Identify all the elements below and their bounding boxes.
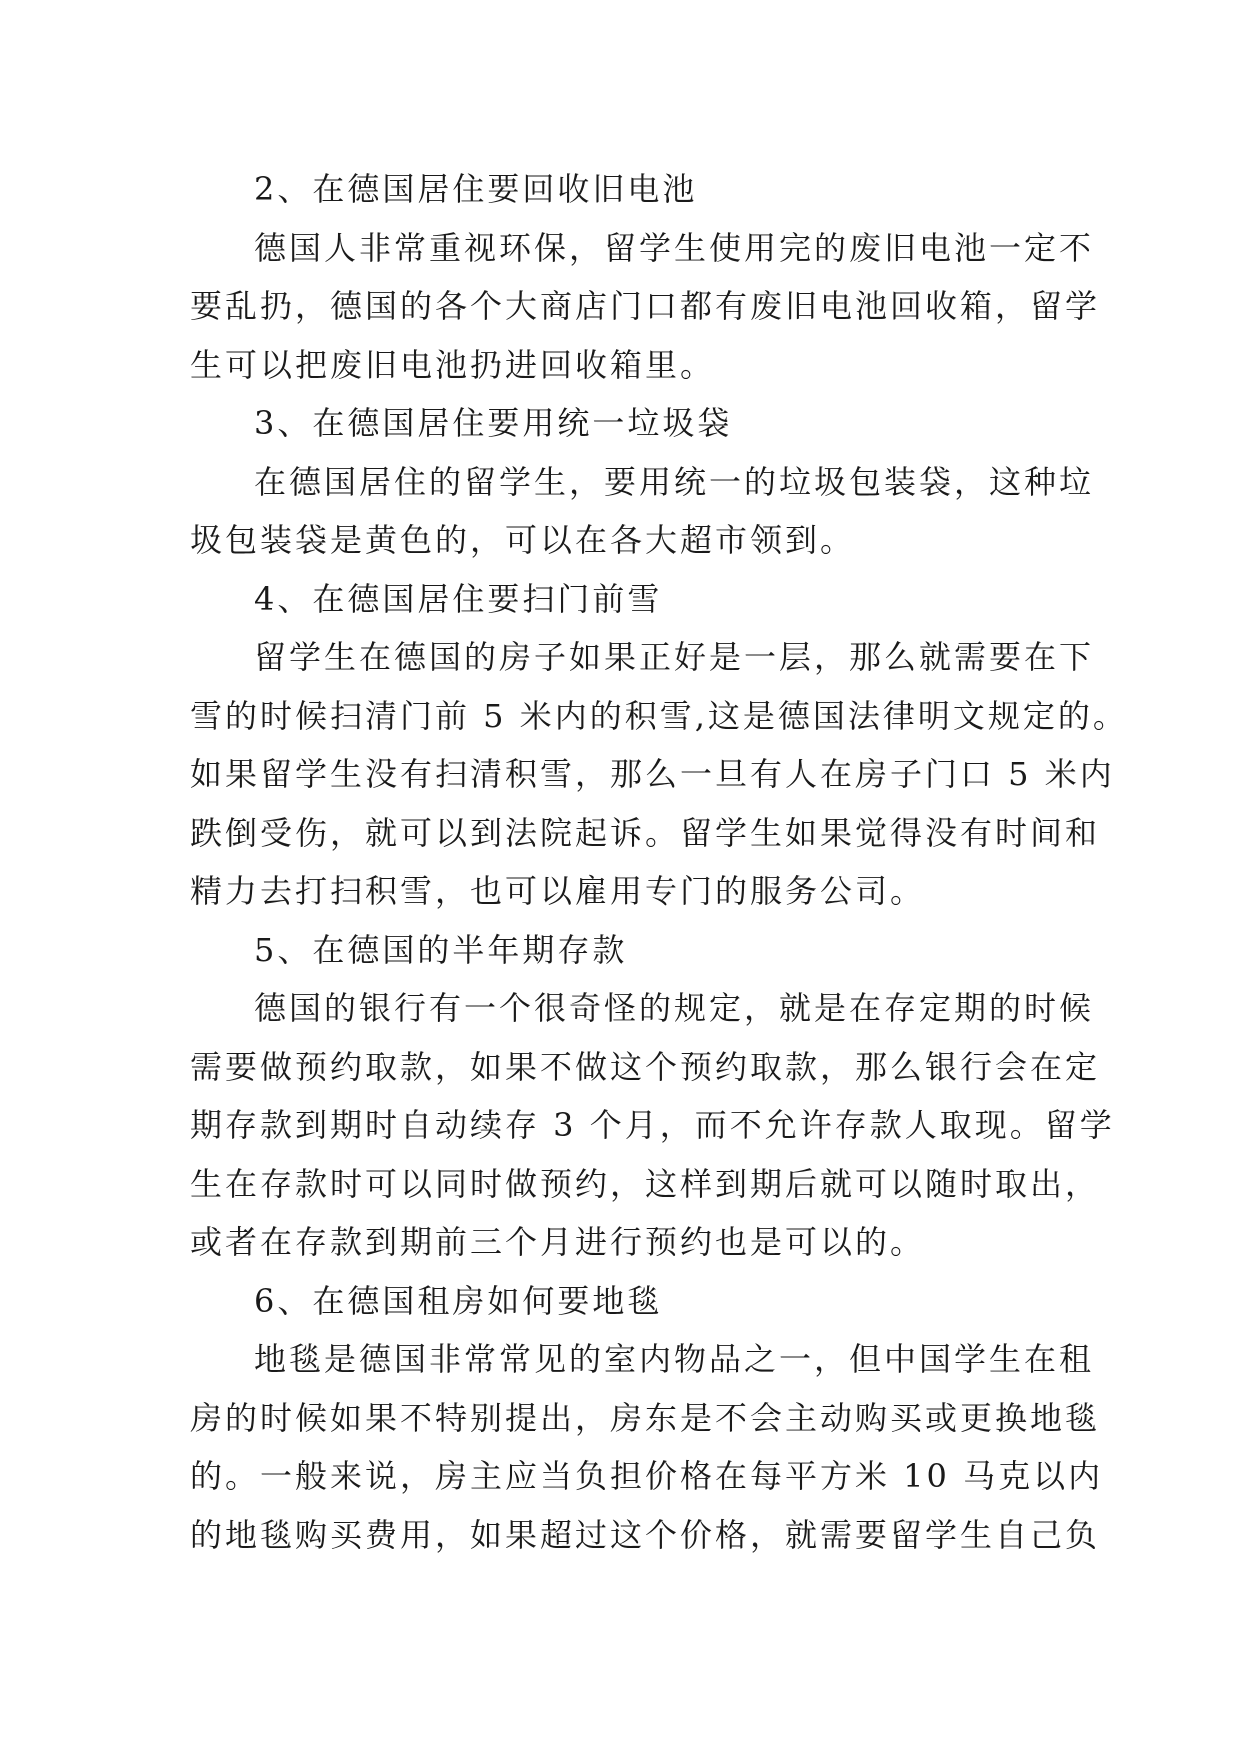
text-line: 圾包装袋是黄色的，可以在各大超市领到。 xyxy=(190,521,856,559)
document-body xyxy=(190,160,1128,1564)
text-line: 4、在德国居住要扫门前雪 xyxy=(254,579,663,618)
text-line: 的地毯购买费用，如果超过这个价格，就需要留学生自己负 xyxy=(190,1515,1101,1554)
text-line: 生在存款时可以同时做预约，这样到期后就可以随时取出， xyxy=(190,1164,1101,1203)
text-line: 雪的时候扫清门前 5 米内的积雪,这是德国法律明文规定的。 xyxy=(190,696,1128,735)
text-line: 5、在德国的半年期存款 xyxy=(254,930,628,969)
text-line: 地毯是德国非常常见的室内物品之一，但中国学生在租 xyxy=(254,1340,1095,1378)
text-line: 需要做预约取款，如果不做这个预约取款，那么银行会在定 xyxy=(190,1047,1101,1086)
text-line: 生可以把废旧电池扔进回收箱里。 xyxy=(190,345,716,384)
text-line: 如果留学生没有扫清积雪，那么一旦有人在房子门口 5 米内 xyxy=(190,755,1115,793)
text-line: 3、在德国居住要用统一垃圾袋 xyxy=(254,404,733,442)
text-line: 或者在存款到期前三个月进行预约也是可以的。 xyxy=(190,1223,926,1261)
text-line: 德国人非常重视环保，留学生使用完的废旧电池一定不 xyxy=(254,228,1095,267)
text-line: 的。一般来说，房主应当负担价格在每平方米 10 马克以内 xyxy=(190,1457,1104,1495)
text-line: 在德国居住的留学生，要用统一的垃圾包装袋，这种垃 xyxy=(254,462,1095,501)
text-line: 2、在德国居住要回收旧电池 xyxy=(254,170,698,208)
text-line: 期存款到期时自动续存 3 个月，而不允许存款人取现。留学 xyxy=(190,1106,1115,1144)
text-line: 跌倒受伤，就可以到法院起诉。留学生如果觉得没有时间和 xyxy=(190,813,1101,852)
text-line: 德国的银行有一个很奇怪的规定，就是在存定期的时候 xyxy=(254,989,1095,1027)
text-line: 留学生在德国的房子如果正好是一层，那么就需要在下 xyxy=(254,638,1095,676)
text-line: 房的时候如果不特别提出，房东是不会主动购买或更换地毯 xyxy=(190,1398,1101,1437)
text-line: 6、在德国租房如何要地毯 xyxy=(254,1281,663,1320)
text-line: 精力去打扫积雪，也可以雇用专门的服务公司。 xyxy=(190,872,926,910)
text-line: 要乱扔，德国的各个大商店门口都有废旧电池回收箱，留学 xyxy=(190,287,1101,325)
